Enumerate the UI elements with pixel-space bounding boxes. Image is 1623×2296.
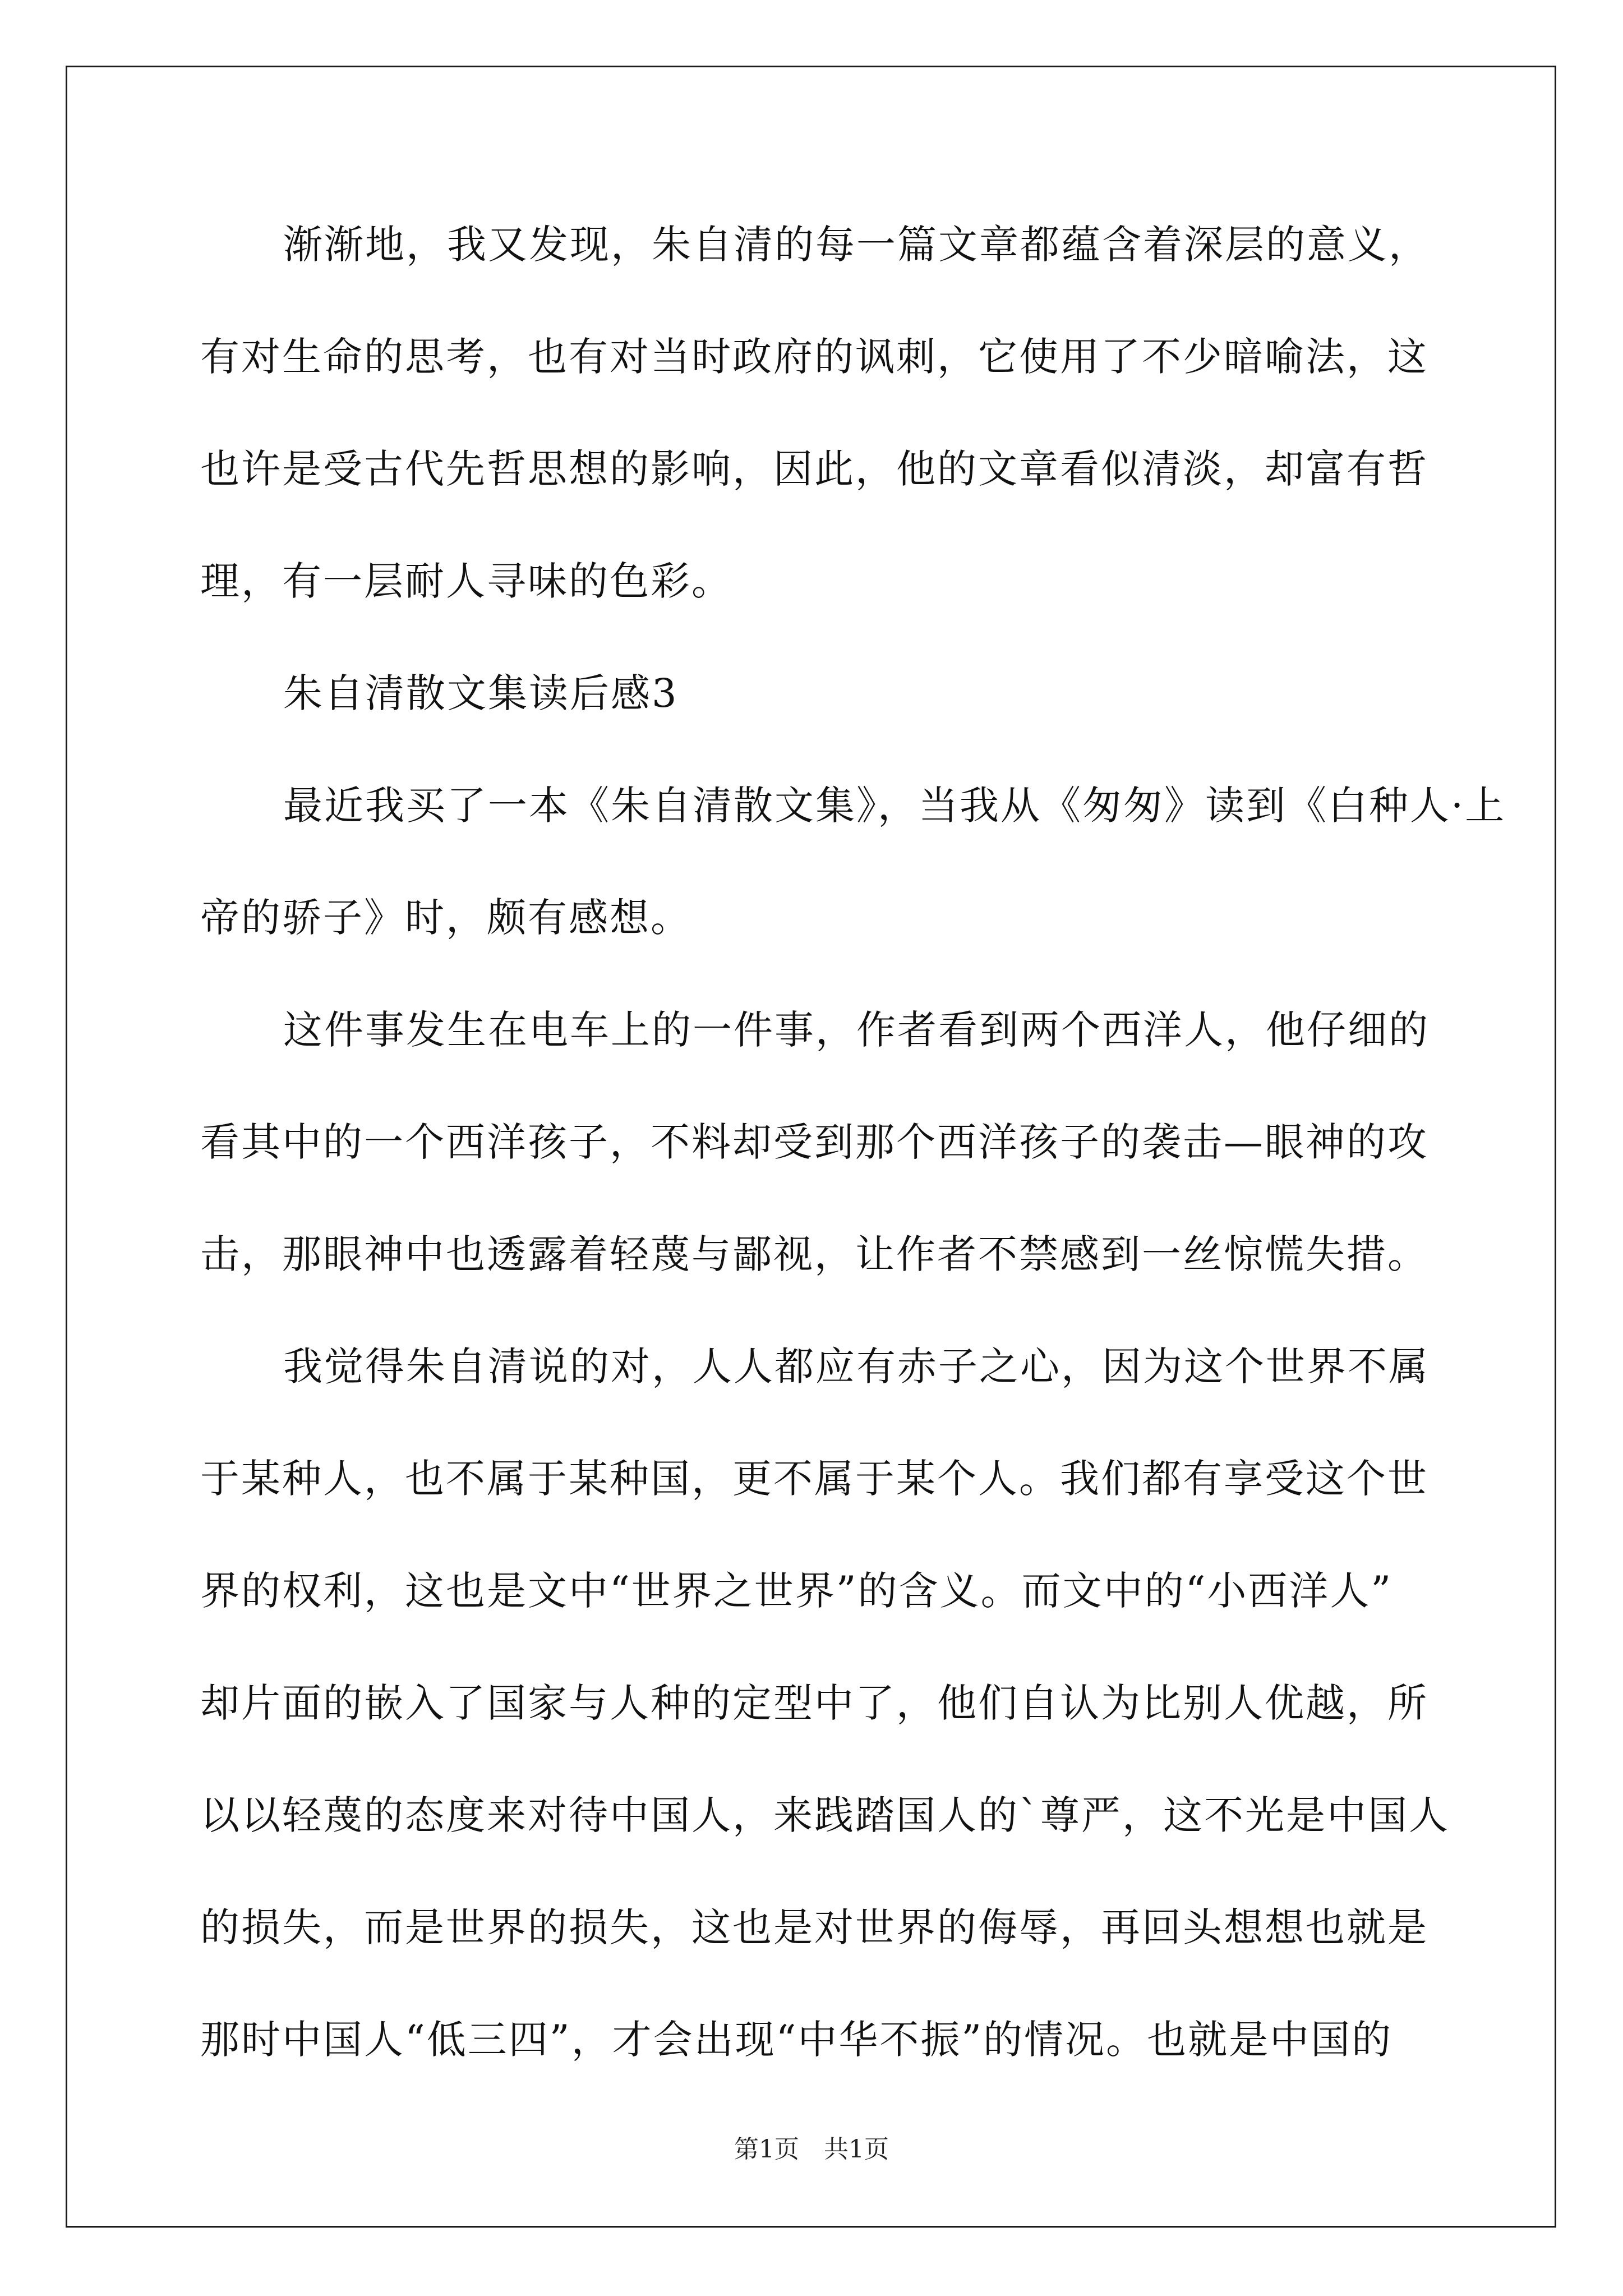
text-line: 最近我买了一本《朱自清散文集》，当我从《匆匆》读到《白种人·上 [283,783,1506,829]
text-line: 理，有一层耐人寻味的色彩。 [200,558,732,604]
text-line: 这件事发生在电车上的一件事，作者看到两个西洋人，他仔细的 [283,1007,1430,1053]
text-line: 帝的骄子》时，颇有感想。 [200,895,691,941]
page-number: 第1页 共1页 [734,2135,889,2164]
text-line: 却片面的嵌入了国家与人种的定型中了，他们自认为比别人优越，所 [200,1680,1428,1726]
text-line: 渐渐地，我又发现，朱自清的每一篇文章都蕴含着深层的意义， [283,222,1430,268]
text-line: 以以轻蔑的态度来对待中国人，来践踏国人的`尊严，这不光是中国人 [200,1792,1450,1838]
text-line: 我觉得朱自清说的对，人人都应有赤子之心，因为这个世界不属 [283,1343,1430,1389]
section-heading: 朱自清散文集读后感3 [283,670,679,716]
text-line: 也许是受古代先哲思想的影响，因此，他的文章看似清淡，却富有哲 [200,446,1428,492]
page-footer [0,2133,1623,2166]
text-line: 界的权利，这也是文中“世界之世界”的含义。而文中的“小西洋人” [200,1568,1393,1614]
text-line: 击，那眼神中也透露着轻蔑与鄙视，让作者不禁感到一丝惊慌失措。 [200,1231,1428,1277]
text-line: 看其中的一个西洋孩子，不料却受到那个西洋孩子的袭击—眼神的攻 [200,1119,1428,1165]
text-line: 于某种人，也不属于某种国，更不属于某个人。我们都有享受这个世 [200,1456,1428,1502]
text-line: 的损失，而是世界的损失，这也是对世界的侮辱，再回头想想也就是 [200,1904,1428,1950]
text-line: 那时中国人“低三四”，才会出现“中华不振”的情况。也就是中国的 [200,2017,1393,2063]
text-line: 有对生命的思考，也有对当时政府的讽刺，它使用了不少暗喻法，这 [200,334,1428,380]
